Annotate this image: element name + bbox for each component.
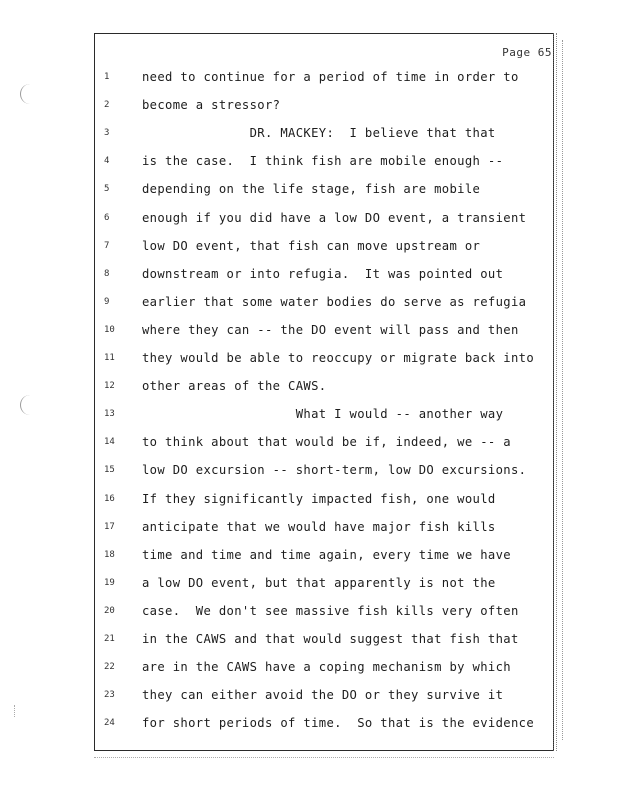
line-text: where they can -- the DO event will pass and then (142, 322, 519, 337)
line-number: 7 (104, 240, 110, 251)
line-text: anticipate that we would have major fish kills (142, 519, 496, 534)
transcript-line (0, 686, 560, 704)
line-number: 22 (104, 662, 115, 673)
line-text: case. We don't see massive fish kills very often (142, 603, 519, 618)
transcript-line (0, 630, 560, 648)
line-number: 2 (104, 100, 110, 111)
transcript-line (0, 546, 560, 564)
line-number: 24 (104, 718, 115, 729)
line-number: 3 (104, 128, 110, 139)
transcript-line (0, 574, 560, 592)
line-number: 17 (104, 521, 115, 532)
transcript-line (0, 349, 560, 367)
transcript-line (0, 68, 560, 86)
transcript-line (0, 405, 560, 423)
line-text: earlier that some water bodies do serve as refugia (142, 294, 527, 309)
line-number: 1 (104, 72, 110, 82)
transcript-line (0, 461, 560, 479)
transcript-line (0, 490, 560, 508)
line-number: 15 (104, 465, 115, 476)
line-text: time and time and time again, every time we have (142, 547, 511, 562)
transcript-line (0, 714, 560, 732)
line-text: need to continue for a period of time in order to (142, 70, 519, 84)
transcript-line (0, 658, 560, 676)
line-number: 23 (104, 690, 115, 701)
line-text: in the CAWS and that would suggest that fish that (142, 632, 519, 646)
line-number: 16 (104, 493, 115, 504)
line-number: 19 (104, 577, 115, 588)
line-text: low DO excursion -- short-term, low DO excursions. (142, 463, 527, 478)
line-text: are in the CAWS have a coping mechanism by which (142, 660, 511, 675)
line-number: 8 (104, 268, 110, 279)
line-text: for short periods of time. So that is the evidence (142, 716, 535, 731)
line-text: low DO event, that fish can move upstream or (142, 238, 481, 253)
transcript-line (0, 293, 560, 311)
transcript-line (0, 265, 560, 283)
line-number: 12 (104, 381, 115, 392)
transcript-line (0, 209, 560, 227)
line-number: 5 (104, 184, 110, 195)
line-text: they would be able to reoccupy or migrate back into (142, 351, 535, 365)
transcript-line (0, 237, 560, 255)
line-text: enough if you did have a low DO event, a transient (142, 210, 527, 225)
line-number: 13 (104, 409, 115, 420)
line-text: What I would -- another way (142, 407, 504, 422)
transcript-line (0, 518, 560, 536)
line-number: 9 (104, 296, 110, 307)
transcript-line (0, 180, 560, 198)
line-number: 18 (104, 549, 115, 560)
line-text: downstream or into refugia. It was pointed out (142, 266, 504, 281)
transcript-line (0, 152, 560, 170)
line-number: 11 (104, 353, 115, 363)
line-text: is the case. I think fish are mobile enough -- (142, 154, 504, 169)
line-number: 6 (104, 212, 110, 223)
line-number: 10 (104, 324, 115, 335)
transcript-line (0, 377, 560, 395)
line-number: 21 (104, 634, 115, 644)
line-text: become a stressor? (142, 98, 281, 113)
line-text: DR. MACKEY: I believe that that (142, 126, 496, 141)
line-text: other areas of the CAWS. (142, 379, 327, 394)
transcript-line (0, 96, 560, 114)
transcript-line (0, 124, 560, 142)
line-text: depending on the life stage, fish are mobile (142, 182, 481, 197)
line-text: If they significantly impacted fish, one would (142, 491, 496, 506)
line-text: to think about that would be if, indeed, we -- a (142, 435, 511, 450)
transcript-line (0, 602, 560, 620)
line-text: they can either avoid the DO or they survive it (142, 688, 504, 703)
line-number: 20 (104, 605, 115, 616)
line-number: 14 (104, 437, 115, 448)
line-number: 4 (104, 156, 110, 167)
transcript-line (0, 321, 560, 339)
line-text: a low DO event, but that apparently is not the (142, 575, 496, 590)
page-number: Page 65 (502, 46, 552, 59)
transcript-line (0, 433, 560, 451)
